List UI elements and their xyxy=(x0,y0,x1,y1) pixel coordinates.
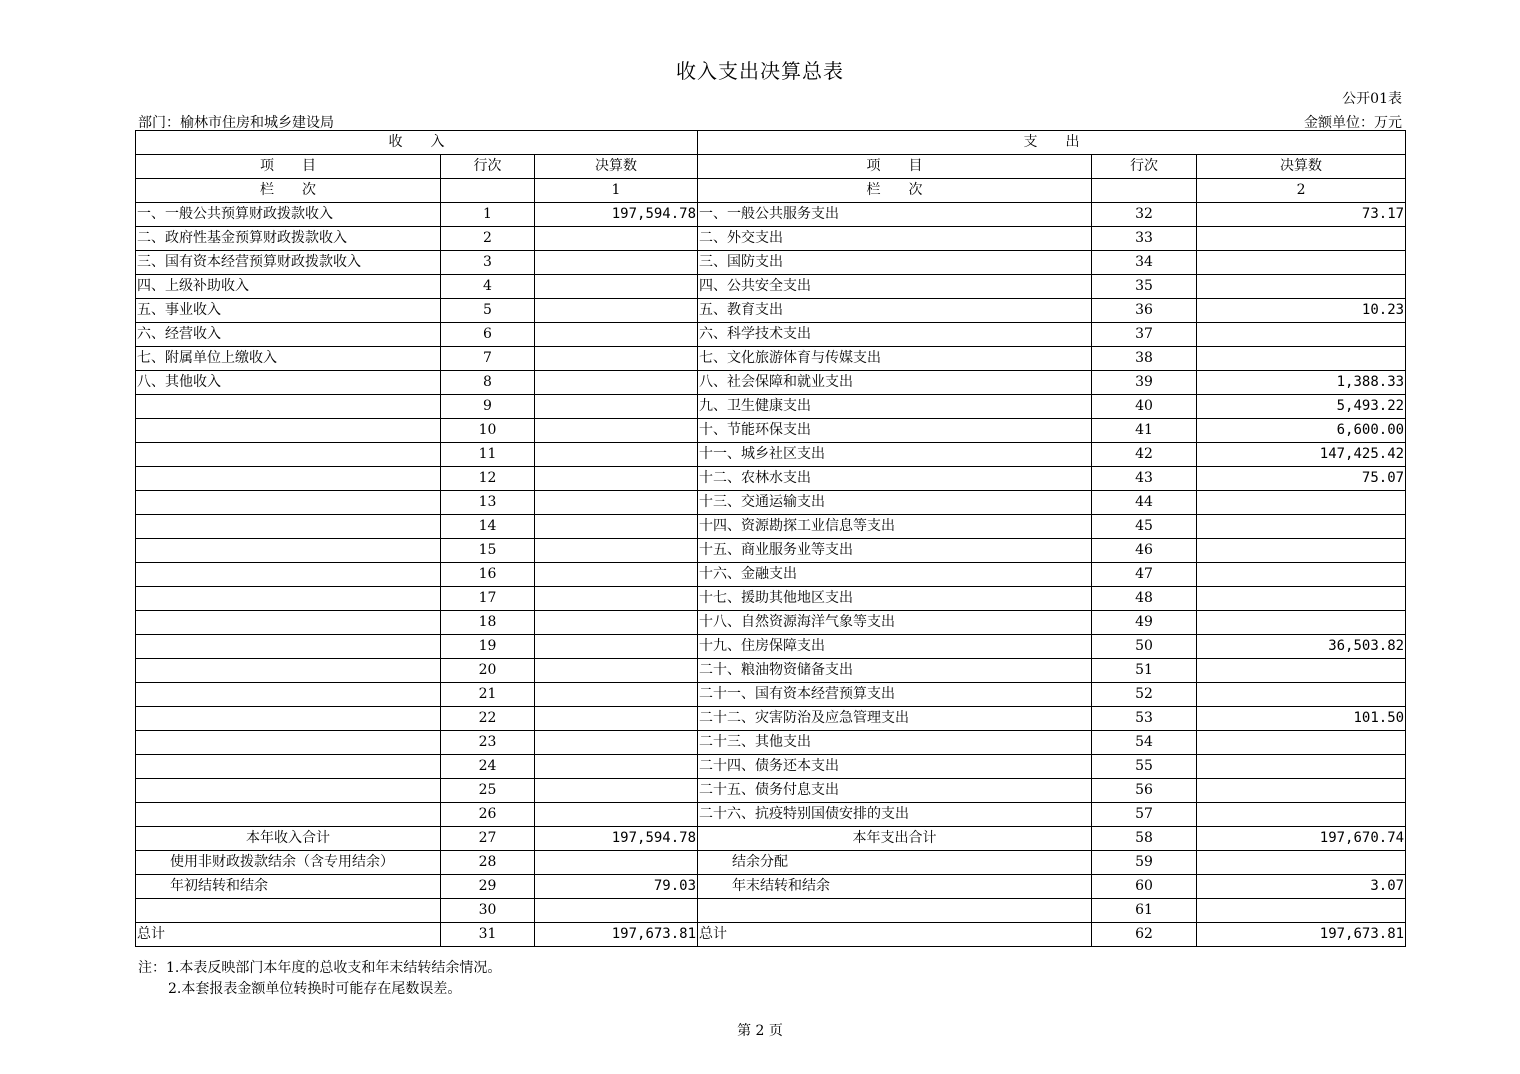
expense-amount xyxy=(1197,539,1406,563)
column-header-row xyxy=(136,155,1406,179)
balance-row xyxy=(136,851,1406,875)
expense-line-number: 35 xyxy=(1092,275,1197,299)
income-amount xyxy=(535,395,698,419)
income-item-name: 二、政府性基金预算财政拨款收入 xyxy=(136,227,441,251)
income-item-name xyxy=(136,491,441,515)
income-line-number: 13 xyxy=(441,491,535,515)
expense-amount xyxy=(1197,227,1406,251)
expense-line-number: 53 xyxy=(1092,707,1197,731)
table-row xyxy=(136,467,1406,491)
expense-amount: 6,600.00 xyxy=(1197,419,1406,443)
income-amount xyxy=(535,779,698,803)
income-item-name xyxy=(136,707,441,731)
income-line-number: 29 xyxy=(441,875,535,899)
income-item-name xyxy=(136,467,441,491)
expense-line-number: 32 xyxy=(1092,203,1197,227)
income-amount xyxy=(535,419,698,443)
expense-item-name: 年末结转和结余 xyxy=(698,875,1092,899)
expense-column-number: 2 xyxy=(1197,179,1406,203)
expense-line-number: 36 xyxy=(1092,299,1197,323)
expense-amount: 197,673.81 xyxy=(1197,923,1406,947)
expense-item-name: 十七、援助其他地区支出 xyxy=(698,587,1092,611)
year-income-total-amount: 197,594.78 xyxy=(535,827,698,851)
expense-amount xyxy=(1197,755,1406,779)
income-line-number: 17 xyxy=(441,587,535,611)
expense-amount xyxy=(1197,491,1406,515)
income-amount xyxy=(535,755,698,779)
income-item-name: 三、国有资本经营预算财政拨款收入 xyxy=(136,251,441,275)
expense-item-name: 五、教育支出 xyxy=(698,299,1092,323)
income-line-number: 1 xyxy=(441,203,535,227)
income-amount: 79.03 xyxy=(535,875,698,899)
expense-item-name: 十三、交通运输支出 xyxy=(698,491,1092,515)
expense-amount: 147,425.42 xyxy=(1197,443,1406,467)
expense-amount-header: 决算数 xyxy=(1197,155,1406,179)
income-line-number: 9 xyxy=(441,395,535,419)
expense-amount xyxy=(1197,731,1406,755)
income-line-number: 26 xyxy=(441,803,535,827)
expense-line-number: 46 xyxy=(1092,539,1197,563)
expense-amount xyxy=(1197,683,1406,707)
income-amount xyxy=(535,227,698,251)
income-line-number: 31 xyxy=(441,923,535,947)
table-row xyxy=(136,731,1406,755)
expense-item-name: 四、公共安全支出 xyxy=(698,275,1092,299)
income-line-number: 6 xyxy=(441,323,535,347)
expense-amount: 1,388.33 xyxy=(1197,371,1406,395)
expense-item-header: 项 目 xyxy=(698,155,1092,179)
expense-amount: 75.07 xyxy=(1197,467,1406,491)
expense-line-number: 48 xyxy=(1092,587,1197,611)
income-line-number: 12 xyxy=(441,467,535,491)
empty-cell xyxy=(1092,179,1197,203)
expense-item-name: 十、节能环保支出 xyxy=(698,419,1092,443)
expense-amount xyxy=(1197,779,1406,803)
notes xyxy=(138,958,501,1000)
expense-amount xyxy=(1197,515,1406,539)
expense-amount xyxy=(1197,563,1406,587)
income-item-name xyxy=(136,443,441,467)
income-item-name xyxy=(136,635,441,659)
income-item-name xyxy=(136,755,441,779)
expense-amount xyxy=(1197,611,1406,635)
budget-table xyxy=(135,130,1406,947)
income-line-number: 28 xyxy=(441,851,535,875)
expense-line-header: 行次 xyxy=(1092,155,1197,179)
income-line-number: 30 xyxy=(441,899,535,923)
income-amount xyxy=(535,275,698,299)
empty-cell xyxy=(441,179,535,203)
expense-header: 支 出 xyxy=(698,131,1406,155)
expense-line-number: 57 xyxy=(1092,803,1197,827)
expense-line-number: 42 xyxy=(1092,443,1197,467)
income-amount xyxy=(535,635,698,659)
grand-total-row xyxy=(136,923,1406,947)
income-column-number: 1 xyxy=(535,179,698,203)
expense-item-name: 十九、住房保障支出 xyxy=(698,635,1092,659)
expense-item-name: 二十四、债务还本支出 xyxy=(698,755,1092,779)
expense-item-name: 十四、资源勘探工业信息等支出 xyxy=(698,515,1092,539)
income-item-name xyxy=(136,611,441,635)
expense-line-number: 39 xyxy=(1092,371,1197,395)
income-amount xyxy=(535,299,698,323)
expense-item-name: 二、外交支出 xyxy=(698,227,1092,251)
table-row xyxy=(136,587,1406,611)
income-column-label: 栏 次 xyxy=(136,179,441,203)
table-row xyxy=(136,299,1406,323)
expense-item-name: 二十三、其他支出 xyxy=(698,731,1092,755)
table-row xyxy=(136,779,1406,803)
income-amount xyxy=(535,611,698,635)
table-row xyxy=(136,275,1406,299)
income-item-name: 年初结转和结余 xyxy=(136,875,441,899)
income-item-name: 一、一般公共预算财政拨款收入 xyxy=(136,203,441,227)
income-amount xyxy=(535,467,698,491)
table-row xyxy=(136,251,1406,275)
expense-amount: 36,503.82 xyxy=(1197,635,1406,659)
expense-line-number: 59 xyxy=(1092,851,1197,875)
income-amount xyxy=(535,515,698,539)
income-item-name xyxy=(136,563,441,587)
form-code: 公开01表 xyxy=(1342,91,1402,107)
table-row xyxy=(136,563,1406,587)
expense-item-name: 十六、金融支出 xyxy=(698,563,1092,587)
income-amount-header: 决算数 xyxy=(535,155,698,179)
income-item-name xyxy=(136,419,441,443)
income-line-number: 21 xyxy=(441,683,535,707)
expense-line-number: 51 xyxy=(1092,659,1197,683)
note-1: 注：1.本表反映部门本年度的总收支和年末结转结余情况。 xyxy=(138,960,502,976)
table-row xyxy=(136,347,1406,371)
income-line-number: 19 xyxy=(441,635,535,659)
income-amount xyxy=(535,707,698,731)
income-line-number: 8 xyxy=(441,371,535,395)
department-label: 部门：榆林市住房和城乡建设局 xyxy=(138,115,334,131)
income-amount xyxy=(535,683,698,707)
income-amount xyxy=(535,659,698,683)
table-row xyxy=(136,659,1406,683)
expense-item-name: 八、社会保障和就业支出 xyxy=(698,371,1092,395)
expense-item-name: 二十五、债务付息支出 xyxy=(698,779,1092,803)
page-title: 收入支出决算总表 xyxy=(676,59,844,83)
table-row xyxy=(136,515,1406,539)
expense-line-number: 56 xyxy=(1092,779,1197,803)
expense-amount xyxy=(1197,851,1406,875)
income-amount xyxy=(535,731,698,755)
table-row xyxy=(136,635,1406,659)
income-item-name: 总计 xyxy=(136,923,441,947)
income-amount: 197,673.81 xyxy=(535,923,698,947)
income-line-number: 18 xyxy=(441,611,535,635)
income-header: 收 入 xyxy=(136,131,698,155)
note-2: 2.本套报表金额单位转换时可能存在尾数误差。 xyxy=(168,981,462,997)
income-item-name xyxy=(136,899,441,923)
expense-item-name: 十二、农林水支出 xyxy=(698,467,1092,491)
expense-line-number: 38 xyxy=(1092,347,1197,371)
unit-label: 金额单位：万元 xyxy=(1304,115,1402,131)
expense-amount xyxy=(1197,659,1406,683)
expense-item-name xyxy=(698,899,1092,923)
income-amount xyxy=(535,323,698,347)
expense-item-name: 总计 xyxy=(698,923,1092,947)
expense-item-name: 十一、城乡社区支出 xyxy=(698,443,1092,467)
expense-line-number: 55 xyxy=(1092,755,1197,779)
income-item-name: 八、其他收入 xyxy=(136,371,441,395)
table-row xyxy=(136,443,1406,467)
income-item-name xyxy=(136,539,441,563)
income-item-name: 四、上级补助收入 xyxy=(136,275,441,299)
year-total-row xyxy=(136,827,1406,851)
expense-item-name: 二十二、灾害防治及应急管理支出 xyxy=(698,707,1092,731)
expense-line-number: 45 xyxy=(1092,515,1197,539)
expense-item-name: 结余分配 xyxy=(698,851,1092,875)
column-number-row xyxy=(136,179,1406,203)
income-item-header: 项 目 xyxy=(136,155,441,179)
balance-row xyxy=(136,899,1406,923)
table-row xyxy=(136,323,1406,347)
expense-item-name: 二十一、国有资本经营预算支出 xyxy=(698,683,1092,707)
expense-item-name: 十八、自然资源海洋气象等支出 xyxy=(698,611,1092,635)
income-line-number: 11 xyxy=(441,443,535,467)
income-line-number: 14 xyxy=(441,515,535,539)
expense-amount: 3.07 xyxy=(1197,875,1406,899)
income-item-name xyxy=(136,515,441,539)
income-item-name: 五、事业收入 xyxy=(136,299,441,323)
expense-amount xyxy=(1197,275,1406,299)
expense-item-name: 二十、粮油物资储备支出 xyxy=(698,659,1092,683)
expense-amount: 101.50 xyxy=(1197,707,1406,731)
income-amount xyxy=(535,851,698,875)
year-expense-total-amount: 197,670.74 xyxy=(1197,827,1406,851)
expense-amount: 10.23 xyxy=(1197,299,1406,323)
expense-line-number: 47 xyxy=(1092,563,1197,587)
income-line-number: 3 xyxy=(441,251,535,275)
expense-line-number: 61 xyxy=(1092,899,1197,923)
table-row xyxy=(136,539,1406,563)
page-number: 第 2 页 xyxy=(737,1023,783,1039)
income-item-name xyxy=(136,587,441,611)
income-line-number: 7 xyxy=(441,347,535,371)
section-header-row xyxy=(136,131,1406,155)
income-amount xyxy=(535,539,698,563)
income-line-number: 23 xyxy=(441,731,535,755)
expense-line-number: 34 xyxy=(1092,251,1197,275)
income-amount xyxy=(535,899,698,923)
table-row xyxy=(136,707,1406,731)
income-line-number: 5 xyxy=(441,299,535,323)
income-line-number: 2 xyxy=(441,227,535,251)
expense-amount: 73.17 xyxy=(1197,203,1406,227)
balance-row xyxy=(136,875,1406,899)
expense-item-name: 三、国防支出 xyxy=(698,251,1092,275)
expense-line-number: 49 xyxy=(1092,611,1197,635)
year-expense-total-label: 本年支出合计 xyxy=(698,827,1092,851)
income-item-name: 使用非财政拨款结余（含专用结余） xyxy=(136,851,441,875)
expense-amount xyxy=(1197,323,1406,347)
table-row xyxy=(136,803,1406,827)
income-item-name xyxy=(136,683,441,707)
income-line-number: 20 xyxy=(441,659,535,683)
income-line-number: 16 xyxy=(441,563,535,587)
income-line-number: 10 xyxy=(441,419,535,443)
table-row xyxy=(136,683,1406,707)
year-income-total-line: 27 xyxy=(441,827,535,851)
income-amount xyxy=(535,443,698,467)
table-row xyxy=(136,203,1406,227)
income-amount xyxy=(535,563,698,587)
expense-column-label: 栏 次 xyxy=(698,179,1092,203)
income-line-number: 24 xyxy=(441,755,535,779)
expense-line-number: 43 xyxy=(1092,467,1197,491)
income-amount xyxy=(535,587,698,611)
income-item-name: 七、附属单位上缴收入 xyxy=(136,347,441,371)
expense-line-number: 52 xyxy=(1092,683,1197,707)
expense-line-number: 40 xyxy=(1092,395,1197,419)
income-amount xyxy=(535,803,698,827)
income-amount xyxy=(535,371,698,395)
expense-item-name: 六、科学技术支出 xyxy=(698,323,1092,347)
table-row xyxy=(136,611,1406,635)
table-row xyxy=(136,419,1406,443)
table-row xyxy=(136,491,1406,515)
income-line-number: 25 xyxy=(441,779,535,803)
expense-line-number: 37 xyxy=(1092,323,1197,347)
income-item-name xyxy=(136,731,441,755)
expense-item-name: 一、一般公共服务支出 xyxy=(698,203,1092,227)
year-income-total-label: 本年收入合计 xyxy=(136,827,441,851)
income-amount xyxy=(535,491,698,515)
table-row xyxy=(136,371,1406,395)
expense-line-number: 54 xyxy=(1092,731,1197,755)
expense-line-number: 60 xyxy=(1092,875,1197,899)
expense-amount xyxy=(1197,347,1406,371)
income-amount: 197,594.78 xyxy=(535,203,698,227)
table-row xyxy=(136,755,1406,779)
table-row xyxy=(136,395,1406,419)
income-line-number: 22 xyxy=(441,707,535,731)
expense-amount xyxy=(1197,803,1406,827)
expense-amount xyxy=(1197,587,1406,611)
expense-amount xyxy=(1197,251,1406,275)
table-row xyxy=(136,227,1406,251)
expense-line-number: 50 xyxy=(1092,635,1197,659)
year-expense-total-line: 58 xyxy=(1092,827,1197,851)
expense-amount xyxy=(1197,899,1406,923)
expense-line-number: 62 xyxy=(1092,923,1197,947)
expense-item-name: 二十六、抗疫特别国债安排的支出 xyxy=(698,803,1092,827)
income-item-name xyxy=(136,803,441,827)
income-item-name xyxy=(136,395,441,419)
income-amount xyxy=(535,251,698,275)
income-amount xyxy=(535,347,698,371)
income-line-number: 15 xyxy=(441,539,535,563)
income-item-name xyxy=(136,779,441,803)
income-item-name: 六、经营收入 xyxy=(136,323,441,347)
income-line-header: 行次 xyxy=(441,155,535,179)
expense-line-number: 41 xyxy=(1092,419,1197,443)
expense-item-name: 十五、商业服务业等支出 xyxy=(698,539,1092,563)
expense-line-number: 33 xyxy=(1092,227,1197,251)
income-item-name xyxy=(136,659,441,683)
expense-item-name: 七、文化旅游体育与传媒支出 xyxy=(698,347,1092,371)
expense-item-name: 九、卫生健康支出 xyxy=(698,395,1092,419)
expense-line-number: 44 xyxy=(1092,491,1197,515)
expense-amount: 5,493.22 xyxy=(1197,395,1406,419)
income-line-number: 4 xyxy=(441,275,535,299)
